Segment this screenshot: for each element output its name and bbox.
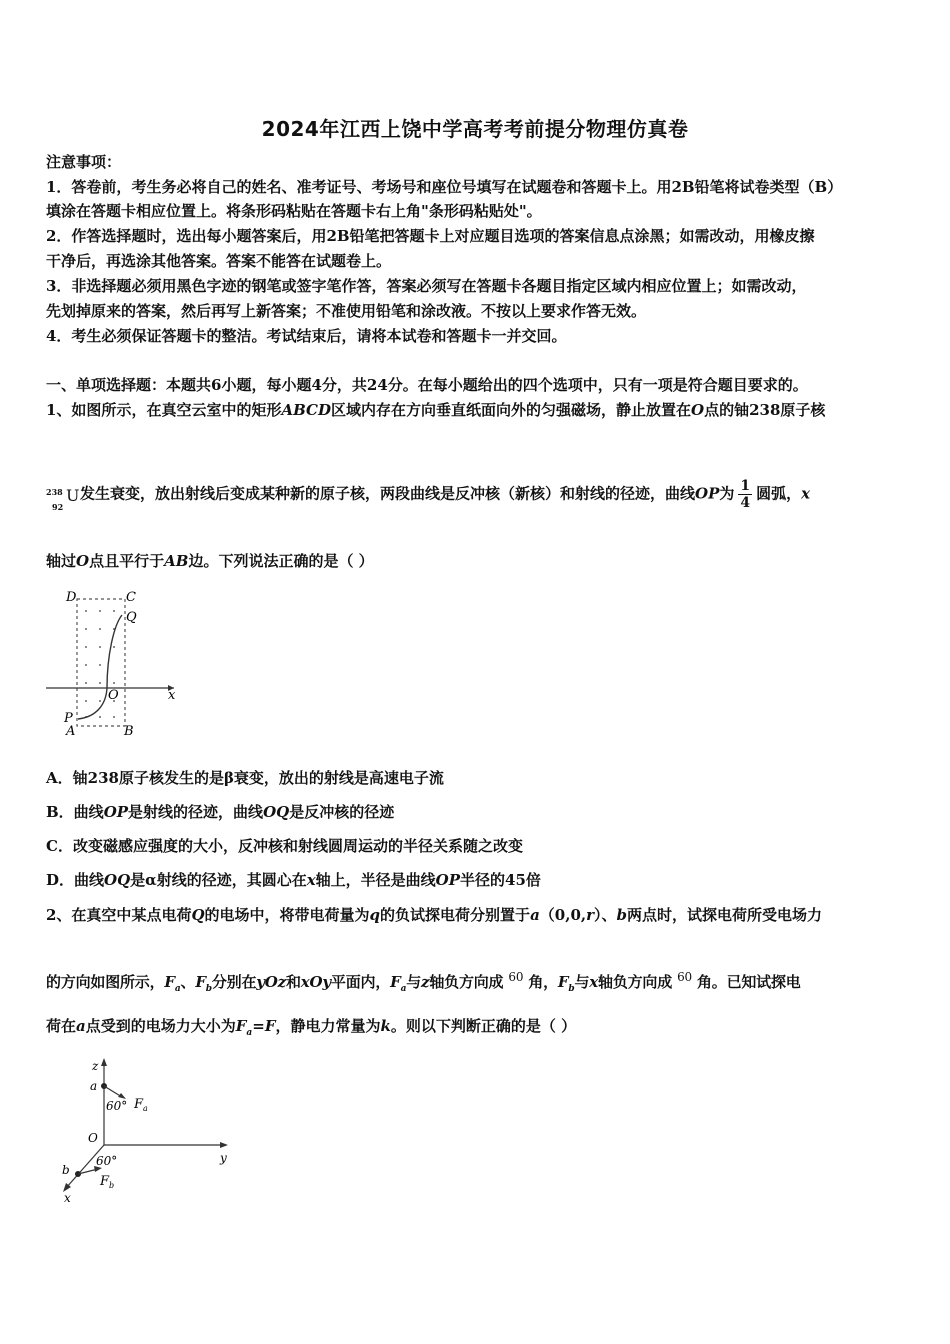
- q1-option-a[interactable]: A．铀238原子核发生的是β衰变，放出的射线是高速电子流: [46, 769, 444, 787]
- notice-line-5: 3．非选择题必须用黑色字迹的钢笔或签字笔作答，答案必须写在答题卡各题目指定区域内相应位置上；如需改动，: [46, 277, 807, 295]
- q1-stem-line-1: 1、如图所示，在真空云室中的矩形ABCD区域内存在方向垂直纸面向外的匀强磁场，静止放置在O点的铀238原子核: [46, 401, 826, 419]
- notice-line-7: 4．考生必须保证答题卡的整洁。考试结束后，请将本试卷和答题卡一并交回。: [46, 327, 567, 345]
- curve-op: [78, 688, 107, 719]
- label-y: y: [220, 1151, 227, 1165]
- q2-stem-line-1: 2、在真空中某点电荷Q的电场中，将带电荷量为q的负试探电荷分别置于a（0,0,r）、b两点时，试探电荷所受电场力: [46, 906, 823, 924]
- notice-line-4: 干净后，再选涂其他答案。答案不能答在试题卷上。: [46, 252, 392, 270]
- q1-option-d[interactable]: D．曲线OQ是α射线的径迹，其圆心在x轴上，半径是曲线OP半径的45倍: [46, 871, 541, 889]
- q1-option-c[interactable]: C．改变磁感应强度的大小，反冲核和射线圆周运动的半径关系随之改变: [46, 837, 523, 855]
- label-a: A: [66, 724, 76, 739]
- q2-stem-line-3: 荷在a点受到的电场力大小为$F_a=F$，静电力常量为k。则以下判断正确的是（ ）: [46, 1017, 577, 1038]
- label-fa: $F_a$: [134, 1097, 148, 1113]
- label-fb: $F_b$: [100, 1174, 115, 1190]
- q1-option-b[interactable]: B．曲线OP是射线的径迹，曲线OQ是反冲核的径迹: [46, 803, 395, 821]
- label-x: x: [168, 688, 176, 703]
- q2-figure: [56, 1050, 246, 1210]
- label-o: O: [108, 688, 119, 703]
- q1-stem-line-2: 238 92 U 发生衰变，放出射线后变成某种新的原子核，两段曲线是反冲核（新核）和射线的径迹，曲线OP为 $\frac{1}{4}$ 圆弧，x: [46, 478, 811, 512]
- q1-figure: [44, 585, 194, 740]
- quarter-fraction: $\frac{1}{4}$: [740, 478, 751, 511]
- z-axis-arrow: [101, 1058, 107, 1066]
- label-c: C: [126, 590, 136, 605]
- notice-line-1: 1．答卷前，考生务必将自己的姓名、准考证号、考场号和座位号填写在试题卷和答题卡上。用2B铅笔将试卷类型（B）: [46, 178, 843, 196]
- q1-stem-line-3: 轴过O点且平行于AB边。下列说法正确的是（ ）: [46, 552, 374, 570]
- notice-line-6: 先划掉原来的答案，然后再写上新答案；不准使用铅笔和涂改液。不按以上要求作答无效。: [46, 302, 647, 320]
- section-heading: 一、单项选择题：本题共6小题，每小题4分，共24分。在每小题给出的四个选项中，只有一项是符合题目要求的。: [46, 376, 808, 394]
- notice-heading: 注意事项：: [46, 153, 122, 171]
- notice-line-2: 填涂在答题卡相应位置上。将条形码粘贴在答题卡右上角"条形码粘贴处"。: [46, 202, 542, 220]
- y-axis-arrow: [220, 1142, 228, 1148]
- label-b: b: [62, 1163, 70, 1177]
- label-x: x: [64, 1191, 71, 1205]
- label-a: a: [90, 1079, 98, 1093]
- label-b: B: [124, 724, 134, 739]
- angle-b: 60°: [96, 1154, 118, 1168]
- angle-a: 60°: [106, 1099, 128, 1113]
- notice-line-3: 2．作答选择题时，选出每小题答案后，用2B铅笔把答题卡上对应题目选项的答案信息点涂黑；如需改动，用橡皮擦: [46, 227, 815, 245]
- uranium-nuclide: 238 92 U: [46, 485, 80, 512]
- label-q: Q: [126, 610, 137, 625]
- label-o: O: [88, 1131, 98, 1145]
- label-p: P: [64, 711, 73, 726]
- page-title: 2024年江西上饶中学高考考前提分物理仿真卷: [261, 117, 689, 141]
- curve-oq: [107, 615, 122, 688]
- label-z: z: [92, 1059, 99, 1073]
- label-d: D: [66, 590, 77, 605]
- q2-stem-line-2: 的方向如图所示，$F_a$、$F_b$分别在yOz和xOy平面内，$F_a$与z轴负方向成 $^{60}$ 角，$F_b$与x轴负方向成 $^{60}$ 角。已知试探电: [46, 970, 801, 994]
